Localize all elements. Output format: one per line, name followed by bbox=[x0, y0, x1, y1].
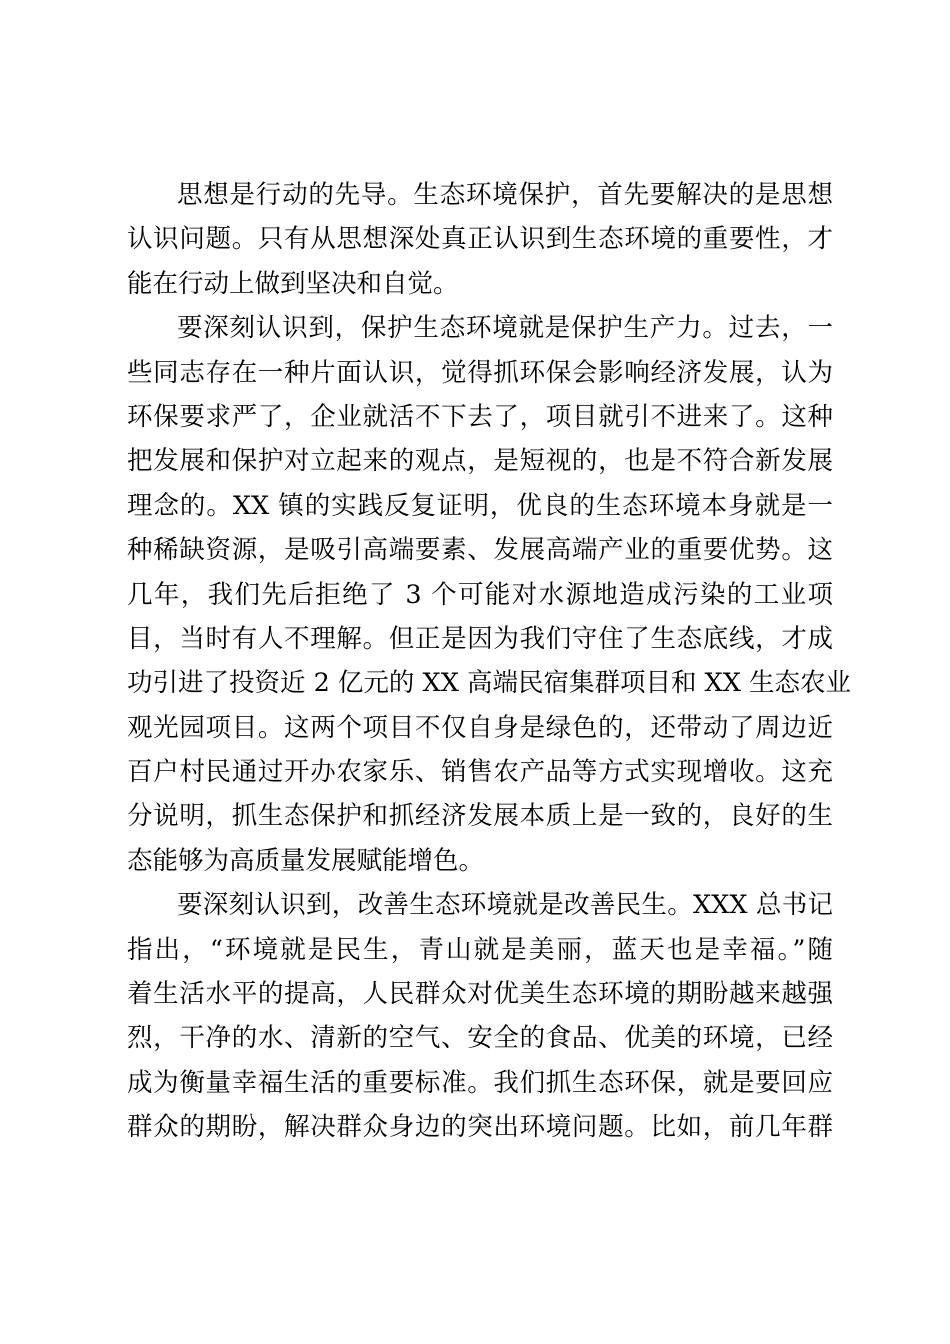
text-line: 态能够为高质量发展赋能增色。 bbox=[127, 845, 485, 876]
text-line: 几年，我们先后拒绝了 3 个可能对水源地造成污染的工业项 bbox=[127, 579, 833, 610]
text-line: 种稀缺资源，是吸引高端要素、发展高端产业的重要优势。这 bbox=[127, 535, 833, 566]
text-line: 理念的。XX 镇的实践反复证明，优良的生态环境本身就是一 bbox=[127, 490, 833, 521]
text-line: 环保要求严了，企业就活不下去了，项目就引不进来了。这种 bbox=[127, 401, 833, 432]
text-line: 要深刻认识到，改善生态环境就是改善民生。XXX 总书记 bbox=[177, 890, 833, 921]
text-line: 观光园项目。这两个项目不仅自身是绿色的，还带动了周边近 bbox=[127, 712, 833, 743]
text-line: 要深刻认识到，保护生态环境就是保护生产力。过去，一 bbox=[177, 313, 833, 344]
document-body bbox=[127, 173, 851, 1150]
text-line: 认识问题。只有从思想深处真正认识到生态环境的重要性，才 bbox=[127, 224, 833, 255]
text-line: 能在行动上做到坚决和自觉。 bbox=[127, 268, 459, 299]
paragraph-2 bbox=[127, 306, 851, 883]
text-line: 着生活水平的提高，人民群众对优美生态环境的期盼越来越强 bbox=[127, 979, 833, 1010]
text-line: 百户村民通过开办农家乐、销售农产品等方式实现增收。这充 bbox=[127, 757, 833, 788]
text-line: 成为衡量幸福生活的重要标准。我们抓生态环保，就是要回应 bbox=[127, 1067, 833, 1098]
text-line: 把发展和保护对立起来的观点，是短视的，也是不符合新发展 bbox=[127, 446, 833, 477]
paragraph-1 bbox=[127, 173, 833, 306]
text-line: 烈，干净的水、清新的空气、安全的食品、优美的环境，已经 bbox=[127, 1023, 833, 1054]
text-line: 思想是行动的先导。生态环境保护，首先要解决的是思想 bbox=[177, 180, 833, 210]
paragraph-3 bbox=[127, 883, 833, 1149]
text-line: 目，当时有人不理解。但正是因为我们守住了生态底线，才成 bbox=[127, 623, 833, 654]
text-line: 指出，“环境就是民生，青山就是美丽，蓝天也是幸福。”随 bbox=[127, 934, 833, 965]
text-line: 功引进了投资近 2 亿元的 XX 高端民宿集群项目和 XX 生态农业 bbox=[127, 668, 851, 699]
text-line: 分说明，抓生态保护和抓经济发展本质上是一致的，良好的生 bbox=[127, 801, 833, 832]
text-line: 群众的期盼，解决群众身边的突出环境问题。比如，前几年群 bbox=[127, 1112, 833, 1143]
text-line: 些同志存在一种片面认识，觉得抓环保会影响经济发展，认为 bbox=[127, 357, 833, 388]
